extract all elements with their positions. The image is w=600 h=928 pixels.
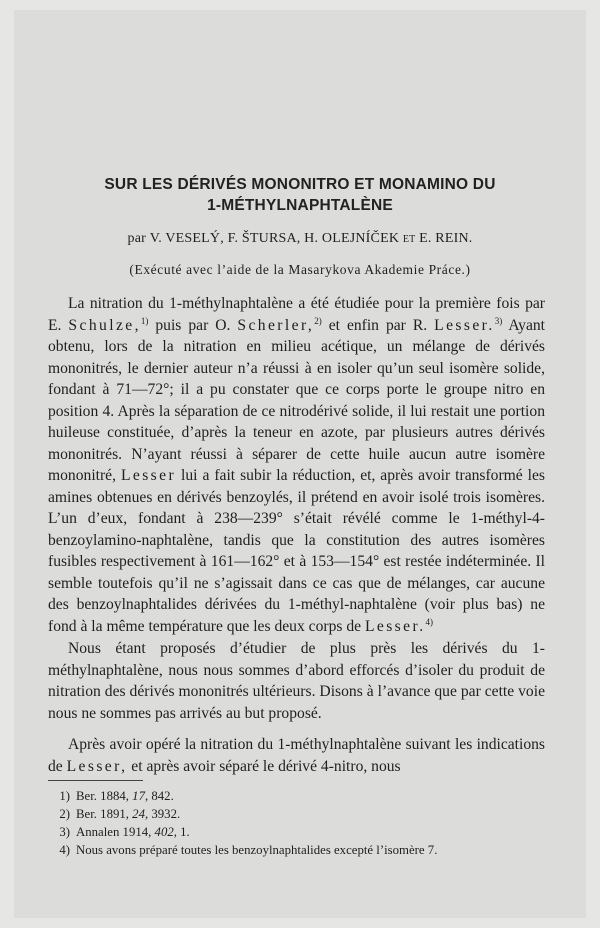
footnote-separator [48,780,143,781]
footnote-number: 2) [59,807,70,821]
footnote-ref: 4) [425,616,433,627]
footnote-text: Ber. 1891, [76,807,133,821]
author-name: Lesser [120,467,177,484]
footnote-1 [48,787,548,805]
footnote-ref: 1) [140,315,149,326]
paragraph-text: Nous étant proposés d’étudier de plus près les dérivés du 1-méthylnaphtalène, nous nous sommes d’abord efforcés d’isoler du produit de nitration des dérivés mononitrés ultérieurs. Disons à l’avance que par cette voie nous ne sommes pas arrivés au but proposé. [48,640,545,722]
footnote-text: Ber. 1884, [76,789,133,803]
text-run: et enfin par R. [321,316,435,334]
text-run: La nitration du 1-méthylnaphtalène a été étudiée pour la première fois par E. [48,295,545,334]
author-prefix: par [127,231,147,246]
footnote-number: 3) [59,825,70,839]
author-name: Schulze, [68,316,141,334]
text-run: puis par O. [148,316,238,334]
text-run: lui a fait subir la réduction, et, après avoir transformé les amines obtenues en dérivés benzoylés, il prétend en avoir isolé trois isomères. L’un d’eux, fondant à 238—239° s’était révélé comme le 1-méthyl-4-benzoylamino-naphtalène, tandis que la constitution des autres isomères fusibles respectivement à 161—162° et à 153—154° est restée indéterminée. Il semble toutefois qu’il ne s’agissait dans ce cas que de mélanges, car aucune des benzoylnaphtalides dérivées du 1-méthyl-naphtalène (voir plus bas) ne fond à la même température que les deux corps de [48,467,545,635]
author-name: Lesser. [364,617,426,635]
footnote-text: Nous avons préparé toutes les benzoylnaphtalides excepté l’isomère 7. [76,843,438,857]
footnote-volume: 17 [132,789,145,803]
footnote-text-rest: , 1. [173,825,190,839]
text-run: et après avoir séparé le dérivé 4-nitro, nous [127,757,401,775]
author-name: Lesser, [66,757,128,775]
footnote-number: 1) [59,789,70,803]
footnote-number: 4) [59,843,70,857]
footnote-4 [48,841,548,859]
paragraph-2 [48,638,545,724]
footnote-volume: 402 [154,825,174,839]
author-names: V. VESELÝ, F. ŠTURSA, H. OLEJNÍČEK et E. REIN. [149,231,473,246]
text-run: Après avoir opéré la nitration du 1-méthylnaphtalène suivant les indications de [48,736,545,775]
footnote-ref: 2) [314,315,322,326]
article-title-line-1: SUR LES DÉRIVÉS MONONITRO ET MONAMINO DU [104,176,496,193]
footnote-text-rest: , 3932. [144,807,181,821]
footnote-2 [48,805,548,823]
text-run: Ayant obtenu, lors de la nitration en milieu acétique, un mélange de dérivés mononitrés, le dernier auteur n’a réussi à en isoler qu’un seul isomère solide, fondant à 71—72°; il a pu constater que ce corps porte le groupe nitro en position 4. Après la séparation de ce nitrodérivé solide, il lui restait une portion huileuse constituée, d’après la teneur en azote, par plusieurs autres dérivés mononitrés. N’ayant réussi à séparer de cette huile aucun autre isomère mononitré, [48,316,546,484]
funding-note: (Exécuté avec l’aide de la Masarykova Akademie Práce.) [129,262,471,277]
footnote-text-rest: , 842. [144,789,174,803]
author-name: Lesser. [434,316,495,334]
article-title-line-2: 1-MÉTHYLNAPHTALÈNE [207,197,393,214]
author-name: Scherler, [237,316,315,334]
footnote-text: Annalen 1914, [76,825,155,839]
footnote-3 [48,823,548,841]
paragraph-1 [48,293,545,637]
paragraph-3 [48,734,545,777]
footnote-ref: 3) [494,315,503,326]
footnote-volume: 24 [132,807,145,821]
author-line [0,231,600,247]
